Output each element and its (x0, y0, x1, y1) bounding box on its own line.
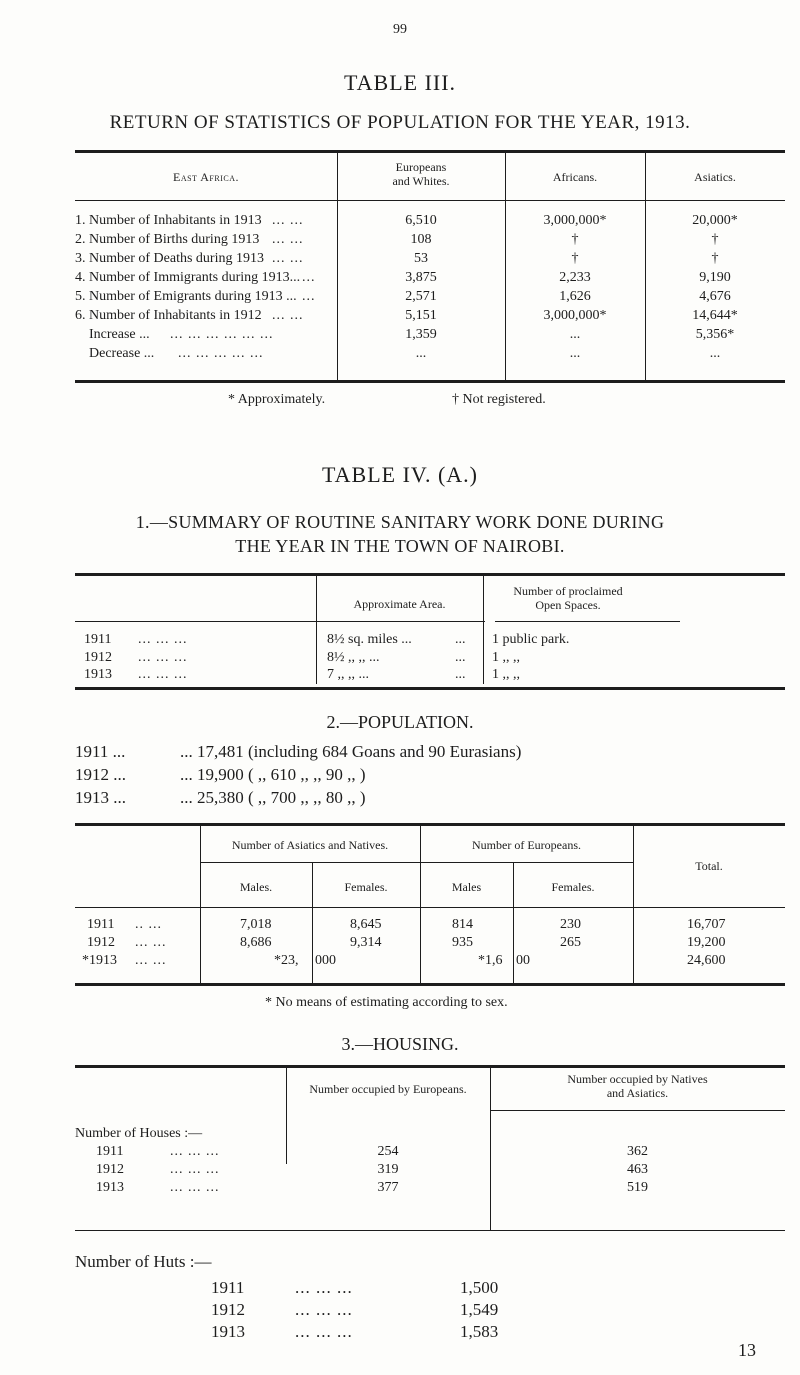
area-leader: ... ... ... (138, 632, 188, 647)
asia-males: *23, (274, 953, 299, 968)
population-year: 1911 ... (75, 742, 126, 761)
row-leader: ... (302, 289, 316, 304)
population-year: 1913 ... (75, 788, 126, 807)
huts-label: Number of Huts :— (75, 1252, 212, 1271)
row-label: 6. Number of Inhabitants in 1912 (75, 308, 262, 323)
table4-subtitle-line2: THE YEAR IN THE TOWN OF NAIROBI. (235, 536, 565, 556)
cell-europeans: 53 (414, 251, 428, 266)
housing-europeans: 377 (377, 1180, 399, 1195)
population-text: ... 25,380 ( ,, 700 ,, ,, 80 ,, ) (180, 788, 366, 807)
sex-leader: .. ... (135, 917, 162, 932)
cell-europeans: ... (415, 346, 427, 361)
open-spaces-value: 1 ,, ,, (492, 650, 520, 665)
area-table-bottom-rule (75, 687, 785, 690)
eur-females: 00 (516, 953, 530, 968)
table3-header-asiatics: Asiatics. (694, 170, 736, 184)
cell-africans: † (571, 251, 579, 266)
sex-subheader-males: Males. (239, 880, 273, 894)
table3-subtitle: RETURN OF STATISTICS OF POPULATION FOR THE YEAR, 1913. (109, 112, 691, 133)
area-table-top-rule (75, 573, 785, 576)
cell-africans: 3,000,000* (543, 308, 607, 323)
sex-header-total: Total. (695, 859, 723, 873)
housing-year: 1911 (96, 1144, 124, 1159)
area-table-header-rule (495, 621, 680, 622)
row-leader: ... ... (272, 251, 304, 266)
sex-year: 1912 (87, 935, 115, 950)
cell-africans: 2,233 (559, 270, 591, 285)
cell-asiatics: ... (709, 346, 721, 361)
cell-asiatics: 5,356* (695, 327, 735, 342)
sex-total: 19,200 (687, 935, 726, 950)
cell-africans: 3,000,000* (543, 213, 607, 228)
open-spaces-value: 1 public park. (492, 632, 570, 647)
row-leader: ... ... (272, 232, 304, 247)
housing-top-rule (75, 1065, 785, 1068)
eur-males: 814 (452, 917, 473, 932)
area-value: 7 ,, ,, ... (327, 667, 369, 682)
population-year: 1912 ... (75, 765, 126, 784)
cell-asiatics: † (711, 251, 719, 266)
eur-males: 935 (452, 935, 473, 950)
sex-header-asiatics-natives: Number of Asiatics and Natives. (231, 838, 389, 852)
sex-total: 16,707 (687, 917, 726, 932)
open-spaces-value: 1 ,, ,, (492, 667, 520, 682)
row-label: Increase ... (89, 327, 150, 342)
row-label: 5. Number of Emigrants during 1913 ... (75, 289, 297, 304)
area-year: 1911 (84, 632, 112, 647)
houses-label: Number of Houses :— (75, 1126, 203, 1141)
cell-europeans: 5,151 (405, 308, 437, 323)
cell-asiatics: † (711, 232, 719, 247)
sex-subheader-females: Females. (551, 880, 595, 894)
population-text: ... 19,900 ( ,, 610 ,, ,, 90 ,, ) (180, 765, 366, 784)
housing-natives: 362 (627, 1144, 648, 1159)
cell-asiatics: 9,190 (699, 270, 731, 285)
row-label: 4. Number of Immigrants during 1913... (75, 270, 301, 285)
area-value: 8½ ,, ,, ... (327, 650, 380, 665)
row-leader: ... ... (272, 213, 304, 228)
footnote-not-registered: † Not registered. (452, 392, 546, 407)
housing-leader: ... ... ... (170, 1162, 220, 1177)
area-leader: ... ... ... (138, 650, 188, 665)
asia-females: 9,314 (350, 935, 382, 950)
sex-col-divider (633, 826, 634, 983)
huts-leader: ... ... ... (295, 1278, 353, 1297)
area-year: 1912 (84, 650, 112, 665)
area-header-approx: Approximate Area. (353, 597, 446, 611)
sex-subheader-females: Females. (344, 880, 388, 894)
housing-year: 1913 (96, 1180, 124, 1195)
cell-europeans: 108 (410, 232, 432, 247)
cell-europeans: 6,510 (405, 213, 437, 228)
housing-natives: 519 (627, 1180, 648, 1195)
huts-year: 1911 (211, 1278, 245, 1297)
cell-africans: ... (569, 327, 581, 342)
eur-females: 230 (560, 917, 581, 932)
sex-header-europeans: Number of Europeans. (472, 838, 581, 852)
asia-females: 000 (315, 953, 336, 968)
area-value-leader: ... (455, 650, 466, 665)
footnote-approximately: * Approximately. (228, 392, 326, 407)
sex-table-bottom-rule (75, 983, 785, 986)
housing-europeans: 254 (377, 1144, 399, 1159)
housing-heading: 3.—HOUSING. (341, 1034, 459, 1054)
housing-year: 1912 (96, 1162, 124, 1177)
cell-europeans: 3,875 (405, 270, 437, 285)
housing-header-rule (490, 1110, 785, 1111)
housing-bottom-rule (75, 1230, 785, 1231)
row-leader: ... ... (272, 308, 304, 323)
cell-europeans: 2,571 (405, 289, 437, 304)
table3-title: TABLE III. (343, 70, 457, 95)
eur-females: 265 (560, 935, 581, 950)
row-leader: ... ... ... ... ... (178, 346, 264, 361)
area-value: 8½ sq. miles ... (327, 632, 412, 647)
page-number: 99 (393, 22, 407, 37)
table3-header-europeans: Europeans and Whites. (392, 160, 450, 188)
asia-males: 8,686 (240, 935, 272, 950)
housing-natives: 463 (627, 1162, 648, 1177)
sex-table-group-rule (200, 862, 633, 863)
sex-year: 1911 (87, 917, 115, 932)
table3-header-rule (75, 200, 785, 201)
asia-females: 8,645 (350, 917, 382, 932)
area-value-leader: ... (455, 632, 466, 647)
area-table-header-rule (75, 621, 485, 622)
sex-footnote: * No means of estimating according to sex. (265, 995, 508, 1010)
sex-table-top-rule (75, 823, 785, 826)
table3-header-region: East Africa. (172, 170, 239, 184)
sex-leader: ... ... (135, 935, 167, 950)
area-header-open-spaces: Number of proclaimed Open Spaces. (513, 584, 623, 612)
housing-header-natives: Number occupied by Natives and Asiatics. (567, 1072, 708, 1100)
corner-number: 13 (738, 1340, 756, 1360)
table3-top-rule (75, 150, 785, 153)
population-heading: 2.—POPULATION. (326, 712, 474, 732)
sex-year: *1913 (82, 953, 117, 968)
row-label: Decrease ... (89, 346, 155, 361)
huts-value: 1,583 (460, 1322, 499, 1341)
row-label: 3. Number of Deaths during 1913 (75, 251, 264, 266)
cell-asiatics: 4,676 (699, 289, 731, 304)
cell-asiatics: 14,644* (692, 308, 738, 323)
eur-males: *1,6 (478, 953, 503, 968)
population-text: ... 17,481 (including 684 Goans and 90 Eurasians) (180, 742, 522, 761)
row-label: 2. Number of Births during 1913 (75, 232, 260, 247)
cell-europeans: 1,359 (405, 327, 437, 342)
sex-leader: ... ... (135, 953, 167, 968)
row-leader: ... (302, 270, 316, 285)
housing-europeans: 319 (377, 1162, 399, 1177)
huts-year: 1913 (211, 1322, 245, 1341)
huts-value: 1,549 (460, 1300, 499, 1319)
table4-subtitle-line1: 1.—SUMMARY OF ROUTINE SANITARY WORK DONE DURING (135, 512, 665, 532)
huts-value: 1,500 (460, 1278, 499, 1297)
cell-africans: ... (569, 346, 581, 361)
table3-header-africans: Africans. (552, 170, 598, 184)
sex-subheader-males: Males (451, 880, 482, 894)
huts-leader: ... ... ... (295, 1322, 353, 1341)
huts-year: 1912 (211, 1300, 245, 1319)
table4-title: TABLE IV. (A.) (321, 462, 479, 487)
housing-header-europeans: Number occupied by Europeans. (309, 1082, 467, 1096)
area-col-divider (316, 576, 317, 684)
asia-males: 7,018 (240, 917, 272, 932)
cell-asiatics: 20,000* (692, 213, 738, 228)
cell-africans: † (571, 232, 579, 247)
table3-bottom-rule (75, 380, 785, 383)
sex-table-header-rule (75, 907, 785, 908)
row-leader: ... ... ... ... ... ... (170, 327, 274, 342)
housing-leader: ... ... ... (170, 1180, 220, 1195)
area-leader: ... ... ... (138, 667, 188, 682)
housing-leader: ... ... ... (170, 1144, 220, 1159)
area-year: 1913 (84, 667, 112, 682)
huts-leader: ... ... ... (295, 1300, 353, 1319)
row-label: 1. Number of Inhabitants in 1913 (75, 213, 262, 228)
cell-africans: 1,626 (559, 289, 591, 304)
sex-total: 24,600 (687, 953, 726, 968)
area-value-leader: ... (455, 667, 466, 682)
